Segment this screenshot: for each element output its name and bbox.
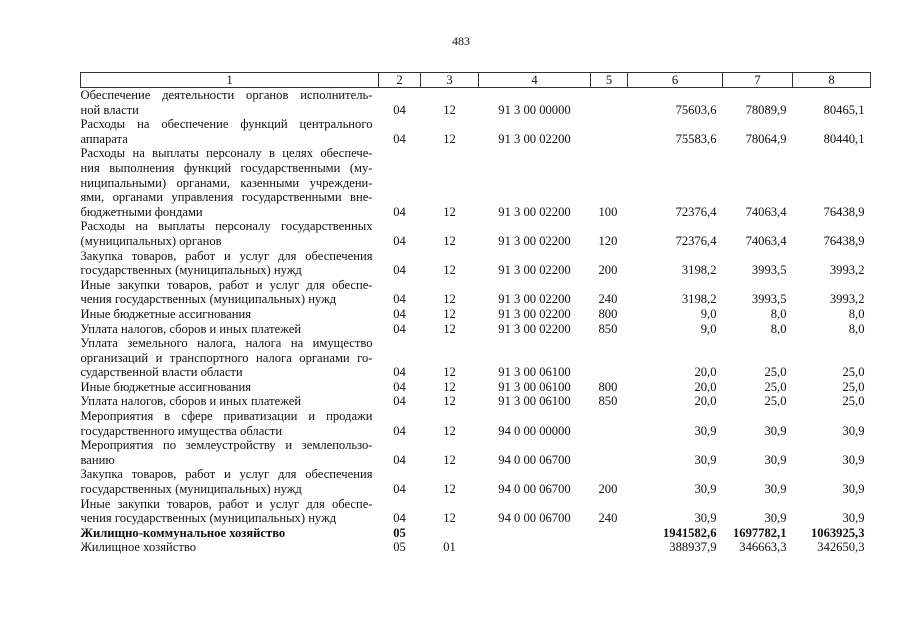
row-label xyxy=(81,219,379,248)
amount-year-3: 25,0 xyxy=(842,379,865,394)
label-line: Закупка товаров, работ и услуг для обеспечения xyxy=(80,248,373,263)
amount-year-1: 388937,9 xyxy=(669,540,717,555)
subsection-code: 12 xyxy=(443,102,456,117)
table-row xyxy=(81,249,871,278)
label-line: Уплата земельного налога, налога на имущество xyxy=(80,336,373,351)
table-row xyxy=(81,409,871,438)
header-col-5: 5 xyxy=(591,73,628,88)
target-article-code: 94 0 00 00000 xyxy=(498,423,571,438)
label-line: организаций и транспортного налога органами го- xyxy=(80,350,373,365)
label-line: Расходы на выплаты персоналу государственных xyxy=(80,219,373,234)
table-row xyxy=(81,467,871,496)
amount-year-3: 3993,2 xyxy=(829,263,865,278)
section-code: 04 xyxy=(393,233,406,248)
expense-type-code: 800 xyxy=(598,379,618,394)
amount-year-2: 74063,4 xyxy=(745,204,787,219)
table-row xyxy=(81,117,871,146)
label-line: Жилищно-коммунальное хозяйство xyxy=(80,525,286,540)
amount-year-3: 80440,1 xyxy=(823,131,865,146)
amount-year-1: 72376,4 xyxy=(675,233,717,248)
table-row xyxy=(81,307,871,322)
amount-year-1: 3198,2 xyxy=(681,263,717,278)
subsection-code: 12 xyxy=(443,394,456,409)
label-line: ния выполнения функций государственными (му- xyxy=(80,160,373,175)
amount-year-3: 80465,1 xyxy=(823,102,865,117)
target-article-code xyxy=(479,526,591,541)
subsection-code xyxy=(421,526,479,541)
target-article-code: 91 3 00 02200 xyxy=(498,306,571,321)
target-article-code: 94 0 00 06700 xyxy=(498,511,571,526)
amount-year-2: 346663,3 xyxy=(739,540,787,555)
amount-year-2: 78064,9 xyxy=(745,131,787,146)
amount-year-3: 30,9 xyxy=(842,482,865,497)
section-code: 04 xyxy=(393,482,406,497)
row-label xyxy=(81,497,379,526)
amount-year-3: 76438,9 xyxy=(823,204,865,219)
target-article-code: 94 0 00 06700 xyxy=(498,452,571,467)
row-label xyxy=(81,117,379,146)
subsection-code: 12 xyxy=(443,131,456,146)
expense-type-code: 200 xyxy=(598,263,618,278)
label-line: Уплата налогов, сборов и иных платежей xyxy=(80,394,302,409)
row-label xyxy=(81,526,379,541)
amount-year-3: 76438,9 xyxy=(823,233,865,248)
table-row xyxy=(81,540,871,555)
row-label xyxy=(81,278,379,307)
section-code: 05 xyxy=(393,540,406,555)
amount-year-1: 3198,2 xyxy=(681,292,717,307)
target-article-code: 91 3 00 00000 xyxy=(498,102,571,117)
section-code: 04 xyxy=(393,306,406,321)
section-code: 04 xyxy=(393,452,406,467)
amount-year-3: 25,0 xyxy=(842,394,865,409)
table-row xyxy=(81,322,871,337)
section-code: 04 xyxy=(393,263,406,278)
label-line: сударственной власти области xyxy=(80,365,243,380)
subsection-code: 12 xyxy=(443,233,456,248)
table-body xyxy=(81,88,871,556)
amount-year-2: 30,9 xyxy=(764,482,787,497)
amount-year-1: 30,9 xyxy=(694,482,717,497)
row-label xyxy=(81,307,379,322)
amount-year-2: 30,9 xyxy=(764,511,787,526)
amount-year-2: 78089,9 xyxy=(745,102,787,117)
target-article-code: 91 3 00 06100 xyxy=(498,394,571,409)
header-col-1: 1 xyxy=(81,73,379,88)
expense-type-code: 850 xyxy=(598,394,618,409)
amount-year-2: 74063,4 xyxy=(745,233,787,248)
label-line: Иные закупки товаров, работ и услуг для обеспе- xyxy=(80,496,373,511)
page-number: 483 xyxy=(452,34,470,48)
table-row xyxy=(81,278,871,307)
target-article-code: 91 3 00 02200 xyxy=(498,263,571,278)
table-row xyxy=(81,394,871,409)
label-line: государственного имущества области xyxy=(80,423,283,438)
row-label xyxy=(81,409,379,438)
target-article-code: 91 3 00 02200 xyxy=(498,204,571,219)
table-row xyxy=(81,438,871,467)
amount-year-3: 342650,3 xyxy=(817,540,865,555)
row-label xyxy=(81,394,379,409)
subsection-code: 01 xyxy=(443,540,456,555)
expense-type-code: 800 xyxy=(598,306,618,321)
expense-type-code xyxy=(591,438,628,467)
amount-year-1: 1941582,6 xyxy=(662,525,717,540)
subsection-code: 12 xyxy=(443,263,456,278)
row-label xyxy=(81,336,379,380)
expense-type-code: 120 xyxy=(598,233,618,248)
label-line: Уплата налогов, сборов и иных платежей xyxy=(80,321,302,336)
row-label xyxy=(81,88,379,118)
amount-year-2: 30,9 xyxy=(764,423,787,438)
subsection-code: 12 xyxy=(443,321,456,336)
expense-type-code xyxy=(591,409,628,438)
amount-year-3: 3993,2 xyxy=(829,292,865,307)
header-row xyxy=(81,73,871,88)
label-line: бюджетными фондами xyxy=(80,204,203,219)
header-col-7: 7 xyxy=(723,73,793,88)
section-code: 04 xyxy=(393,394,406,409)
amount-year-3: 8,0 xyxy=(848,306,865,321)
header-col-6: 6 xyxy=(628,73,723,88)
expense-type-code: 200 xyxy=(598,482,618,497)
amount-year-1: 30,9 xyxy=(694,423,717,438)
amount-year-3: 8,0 xyxy=(848,321,865,336)
expense-type-code xyxy=(591,336,628,380)
table-row xyxy=(81,497,871,526)
amount-year-2: 3993,5 xyxy=(751,263,787,278)
target-article-code: 91 3 00 02200 xyxy=(498,321,571,336)
label-line: Расходы на выплаты персоналу в целях обеспече- xyxy=(80,146,373,161)
label-line: Обеспечение деятельности органов исполнитель- xyxy=(80,88,373,102)
amount-year-2: 25,0 xyxy=(764,365,787,380)
amount-year-3: 30,9 xyxy=(842,423,865,438)
amount-year-1: 72376,4 xyxy=(675,204,717,219)
target-article-code: 91 3 00 02200 xyxy=(498,233,571,248)
table-row xyxy=(81,380,871,395)
expense-type-code xyxy=(591,526,628,541)
subsection-code: 12 xyxy=(443,204,456,219)
label-line: Иные бюджетные ассигнования xyxy=(80,379,252,394)
row-label xyxy=(81,467,379,496)
table-row xyxy=(81,526,871,541)
target-article-code: 91 3 00 06100 xyxy=(498,365,571,380)
section-code: 04 xyxy=(393,423,406,438)
label-line: чения государственных (муниципальных) нужд xyxy=(80,511,337,526)
amount-year-1: 20,0 xyxy=(694,379,717,394)
row-label xyxy=(81,322,379,337)
header-col-3: 3 xyxy=(421,73,479,88)
amount-year-2: 25,0 xyxy=(764,394,787,409)
label-line: государственных (муниципальных) нужд xyxy=(80,482,302,497)
label-line: ванию xyxy=(80,452,115,467)
subsection-code: 12 xyxy=(443,292,456,307)
amount-year-3: 30,9 xyxy=(842,452,865,467)
label-line: Расходы на обеспечение функций центрального xyxy=(80,117,373,132)
target-article-code xyxy=(479,540,591,555)
expense-type-code: 100 xyxy=(598,204,618,219)
section-code: 05 xyxy=(393,525,406,540)
row-label xyxy=(81,146,379,219)
section-code: 04 xyxy=(393,321,406,336)
amount-year-1: 20,0 xyxy=(694,365,717,380)
expense-type-code xyxy=(591,88,628,118)
amount-year-3: 25,0 xyxy=(842,365,865,380)
label-line: ями, органами управления государственными вне- xyxy=(80,190,373,205)
subsection-code: 12 xyxy=(443,306,456,321)
amount-year-1: 75583,6 xyxy=(675,131,717,146)
label-line: Иные бюджетные ассигнования xyxy=(80,306,252,321)
target-article-code: 94 0 00 06700 xyxy=(498,482,571,497)
amount-year-1: 30,9 xyxy=(694,452,717,467)
label-line: ниципальными) органами, казенными учреждени- xyxy=(80,175,373,190)
amount-year-2: 1697782,1 xyxy=(732,525,787,540)
label-line: Закупка товаров, работ и услуг для обеспечения xyxy=(80,467,373,482)
expense-type-code: 240 xyxy=(598,511,618,526)
table-row xyxy=(81,336,871,380)
section-code: 04 xyxy=(393,511,406,526)
label-line: чения государственных (муниципальных) нужд xyxy=(80,292,337,307)
label-line: Мероприятия по землеустройству и землепользо- xyxy=(80,438,373,453)
label-line: ной власти xyxy=(80,102,139,117)
target-article-code: 91 3 00 02200 xyxy=(498,131,571,146)
amount-year-1: 75603,6 xyxy=(675,102,717,117)
row-label xyxy=(81,540,379,555)
table-row xyxy=(81,219,871,248)
amount-year-1: 30,9 xyxy=(694,511,717,526)
budget-table xyxy=(80,72,871,555)
row-label xyxy=(81,380,379,395)
label-line: государственных (муниципальных) нужд xyxy=(80,263,302,278)
subsection-code: 12 xyxy=(443,511,456,526)
section-code: 04 xyxy=(393,365,406,380)
expense-type-code: 240 xyxy=(598,292,618,307)
subsection-code: 12 xyxy=(443,423,456,438)
amount-year-2: 8,0 xyxy=(770,306,787,321)
header-col-8: 8 xyxy=(793,73,871,88)
subsection-code: 12 xyxy=(443,365,456,380)
amount-year-1: 20,0 xyxy=(694,394,717,409)
label-line: Иные закупки товаров, работ и услуг для обеспе- xyxy=(80,277,373,292)
row-label xyxy=(81,249,379,278)
table-row xyxy=(81,146,871,219)
target-article-code: 91 3 00 06100 xyxy=(498,379,571,394)
amount-year-2: 25,0 xyxy=(764,379,787,394)
amount-year-2: 30,9 xyxy=(764,452,787,467)
header-col-4: 4 xyxy=(479,73,591,88)
amount-year-2: 8,0 xyxy=(770,321,787,336)
label-line: Жилищное хозяйство xyxy=(80,540,197,555)
label-line: (муниципальных) органов xyxy=(80,233,222,248)
header-col-2: 2 xyxy=(379,73,421,88)
section-code: 04 xyxy=(393,379,406,394)
table-row xyxy=(81,88,871,118)
expense-type-code: 850 xyxy=(598,321,618,336)
section-code: 04 xyxy=(393,204,406,219)
subsection-code: 12 xyxy=(443,452,456,467)
amount-year-3: 30,9 xyxy=(842,511,865,526)
target-article-code: 91 3 00 02200 xyxy=(498,292,571,307)
section-code: 04 xyxy=(393,292,406,307)
label-line: аппарата xyxy=(80,131,128,146)
amount-year-2: 3993,5 xyxy=(751,292,787,307)
label-line: Мероприятия в сфере приватизации и продажи xyxy=(80,409,373,424)
subsection-code: 12 xyxy=(443,379,456,394)
section-code: 04 xyxy=(393,102,406,117)
subsection-code: 12 xyxy=(443,482,456,497)
section-code: 04 xyxy=(393,131,406,146)
amount-year-1: 9,0 xyxy=(700,321,717,336)
row-label xyxy=(81,438,379,467)
expense-type-code xyxy=(591,117,628,146)
amount-year-3: 1063925,3 xyxy=(810,525,865,540)
amount-year-1: 9,0 xyxy=(700,306,717,321)
expense-type-code xyxy=(591,540,628,555)
